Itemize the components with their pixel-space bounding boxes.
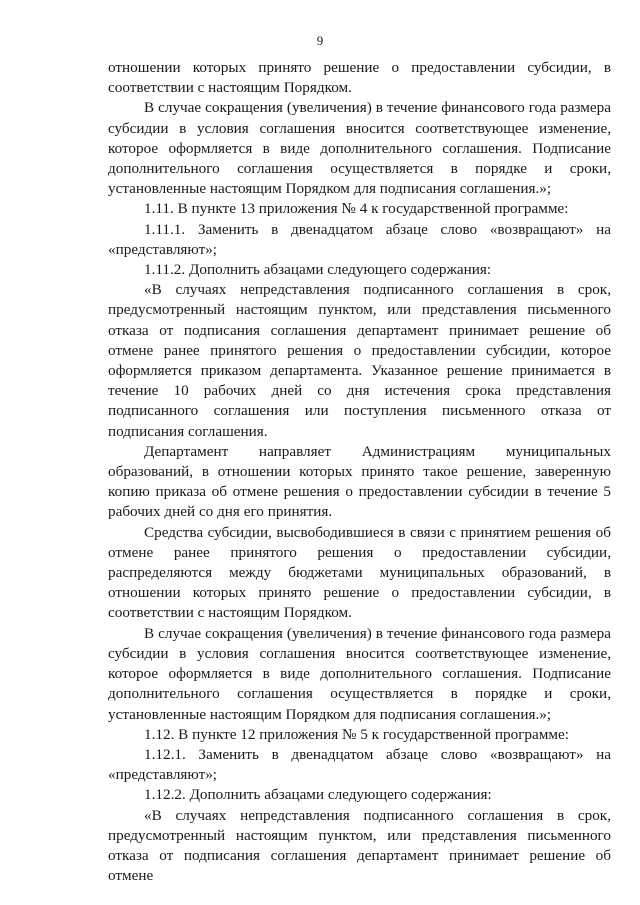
paragraph-department-notice: Департамент направляет Администрациям муниципальных образований, в отношении которых принято такое решение, заверенную копию приказа об отмене решения о предоставлении субсидии в течение 5 рабочих дней со дня его принятия. [108,442,611,521]
paragraph-item-1-11-1: 1.11.1. Заменить в двенадцатом абзаце слово «возвращают» на «представляют»; [108,220,611,258]
paragraph-non-submission: «В случаях непредставления подписанного соглашения в срок, предусмотренный настоящим пунктом, или представления письменного отказа от подписания соглашения департамент принимает решение об отмене ранее принятого решения о предоставлении субсидии, которое оформляется приказом департамента. Указанное решение принимается в течение 10 рабочих дней со дня истечения срока представления подписанного соглашения или поступления письменного отказа от подписания соглашения. [108,281,611,440]
paragraph-subsidy-reduction-2: В случае сокращения (увеличения) в течение финансового года размера субсидии в условия соглашения вносится соответствующее изменение, которое оформляется в виде дополнительного соглашения. Подписание дополнительного соглашения осуществляется в порядке и сроки, установленные настоящим Порядком для подписания соглашения.»; [108,624,611,723]
paragraph-subsidy-reduction: В случае сокращения (увеличения) в течение финансового года размера субсидии в условия соглашения вносится соответствующее изменение, которое оформляется в виде дополнительного соглашения. Подписание дополнительного соглашения осуществляется в порядке и сроки, установленные настоящим Порядком для подписания соглашения.»; [108,99,611,198]
paragraph-item-1-12-1: 1.12.1. Заменить в двенадцатом абзаце слово «возвращают» на «представляют»; [108,745,611,784]
document-body [108,58,611,886]
paragraph-released-funds: Средства субсидии, высвободившиеся в связи с принятием решения об отмене ранее принятого решения о предоставлении субсидии, распределяются между бюджетами муниципальных образований, в отношении которых принято решение о предоставлении субсидии, в соответствии с настоящим Порядком. [108,523,611,622]
paragraph-item-1-11-2: 1.11.2. Дополнить абзацами следующего содержания: [144,261,492,279]
paragraph-item-1-12: 1.12. В пункте 12 приложения № 5 к государственной программе: [144,725,569,743]
paragraph-item-1-11: 1.11. В пункте 13 приложения № 4 к государственной программе: [144,200,569,218]
paragraph-non-submission-2: «В случаях непредставления подписанного соглашения в срок, предусмотренный настоящим пунктом, или представления письменного отказа от подписания соглашения департамент принимает решение об отмене [108,806,611,885]
paragraph-item-1-12-2: 1.12.2. Дополнить абзацами следующего содержания: [144,786,492,804]
page-number: 9 [316,33,324,48]
paragraph-continuation: отношении которых принято решение о предоставлении субсидии, в соответствии с настоящим Порядком. [108,59,611,97]
